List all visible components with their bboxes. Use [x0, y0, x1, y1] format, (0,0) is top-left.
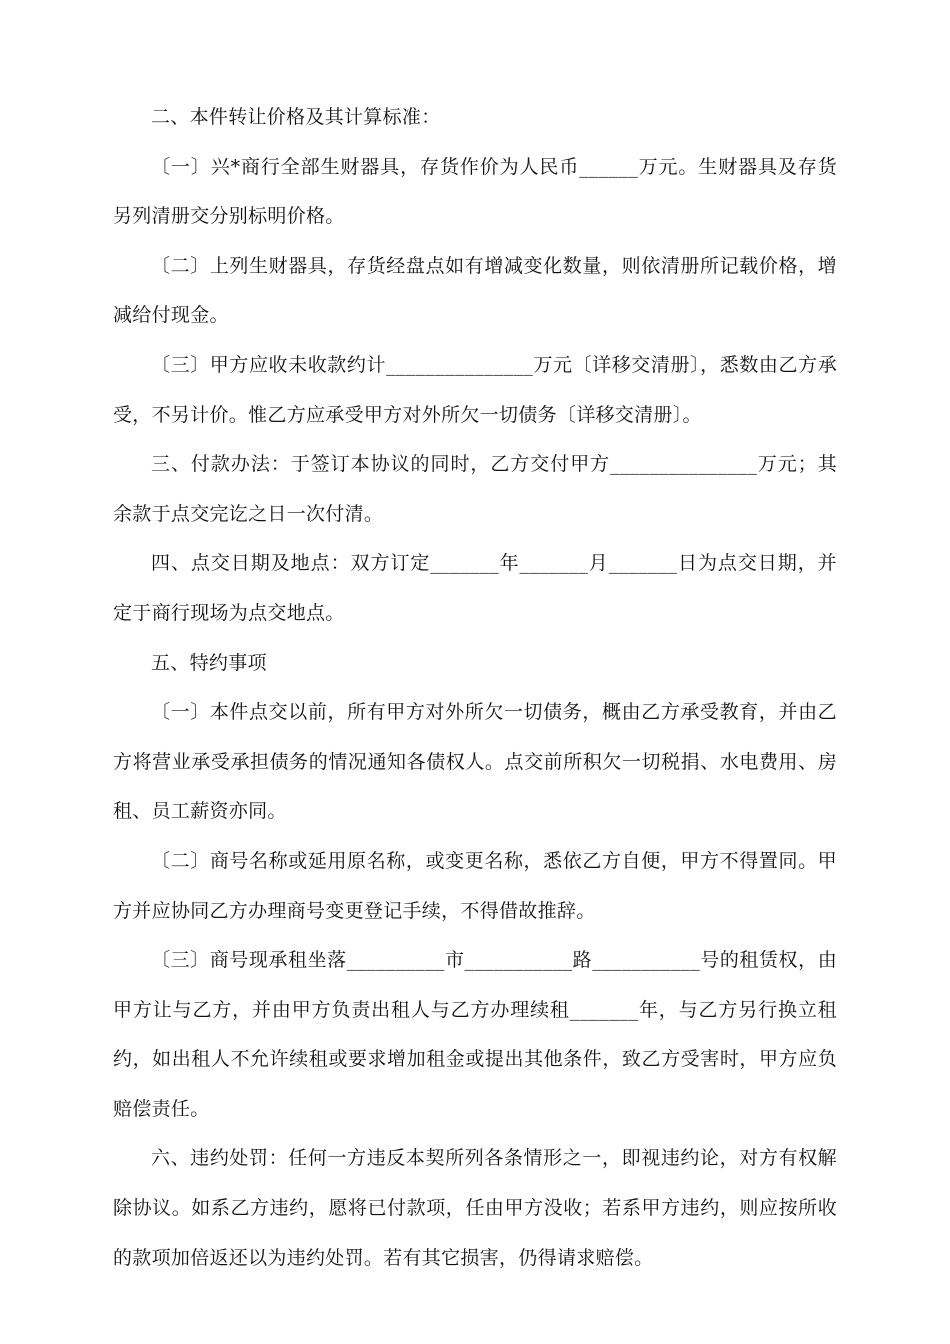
- section-5-item-2: 〔二〕商号名称或延用原名称，或变更名称，悉依乙方自便，甲方不得置同。甲方并应协同乙方办理商号变更登记手续，不得借故推辞。: [113, 849, 837, 922]
- section-2-item-3: 〔三〕甲方应收未收款约计_______________万元〔详移交清册〕，悉数由乙方承受，不另计价。惟乙方应承受甲方对外所欠一切债务〔详移交清册〕。: [113, 353, 837, 426]
- section-5-item-1: 〔一〕本件点交以前，所有甲方对外所欠一切债务，概由乙方承受教育，并由乙方将营业承受承担债务的情况通知各债权人。点交前所积欠一切税捐、水电费用、房租、员工薪资亦同。: [113, 701, 837, 823]
- section-5-item-3: 〔三〕商号现承租坐落__________市___________路___________号的租赁权，由甲方让与乙方，并由甲方负责出租人与乙方办理续租_______年，与乙方另行换立租约，如出租人不允许续租或要求增加租金或提出其他条件，致乙方受害时，甲方应负赔偿责任。: [113, 949, 837, 1120]
- section-2-item-2: 〔二〕上列生财器具，存货经盘点如有增减变化数量，则依清册所记载价格，增减给付现金。: [113, 254, 837, 327]
- section-2-heading: 二、本件转让价格及其计算标准：: [151, 106, 441, 128]
- section-5-heading: 五、特约事项: [151, 651, 267, 674]
- section-3-payment: 三、付款办法：于签订本协议的同时，乙方交付甲方_______________万元；其余款于点交完讫之日一次付清。: [113, 453, 837, 525]
- section-2-item-1: 〔一〕兴*商行全部生财器具，存货作价为人民币______万元。生财器具及存货另列清册交分别标明价格。: [113, 155, 837, 228]
- section-6-breach: 六、违约处罚：任何一方违反本契所列各条情形之一，即视违约论，对方有权解除协议。如系乙方违约，愿将已付款项，任由甲方没收；若系甲方违约，则应按所收的款项加倍返还以为违约处罚。若有其它损害，仍得请求赔偿。: [113, 1147, 837, 1269]
- document-body: [113, 93, 837, 1283]
- section-4-handover: 四、点交日期及地点：双方订定_______年_______月_______日为点交日期，并定于商行现场为点交地点。: [113, 552, 837, 624]
